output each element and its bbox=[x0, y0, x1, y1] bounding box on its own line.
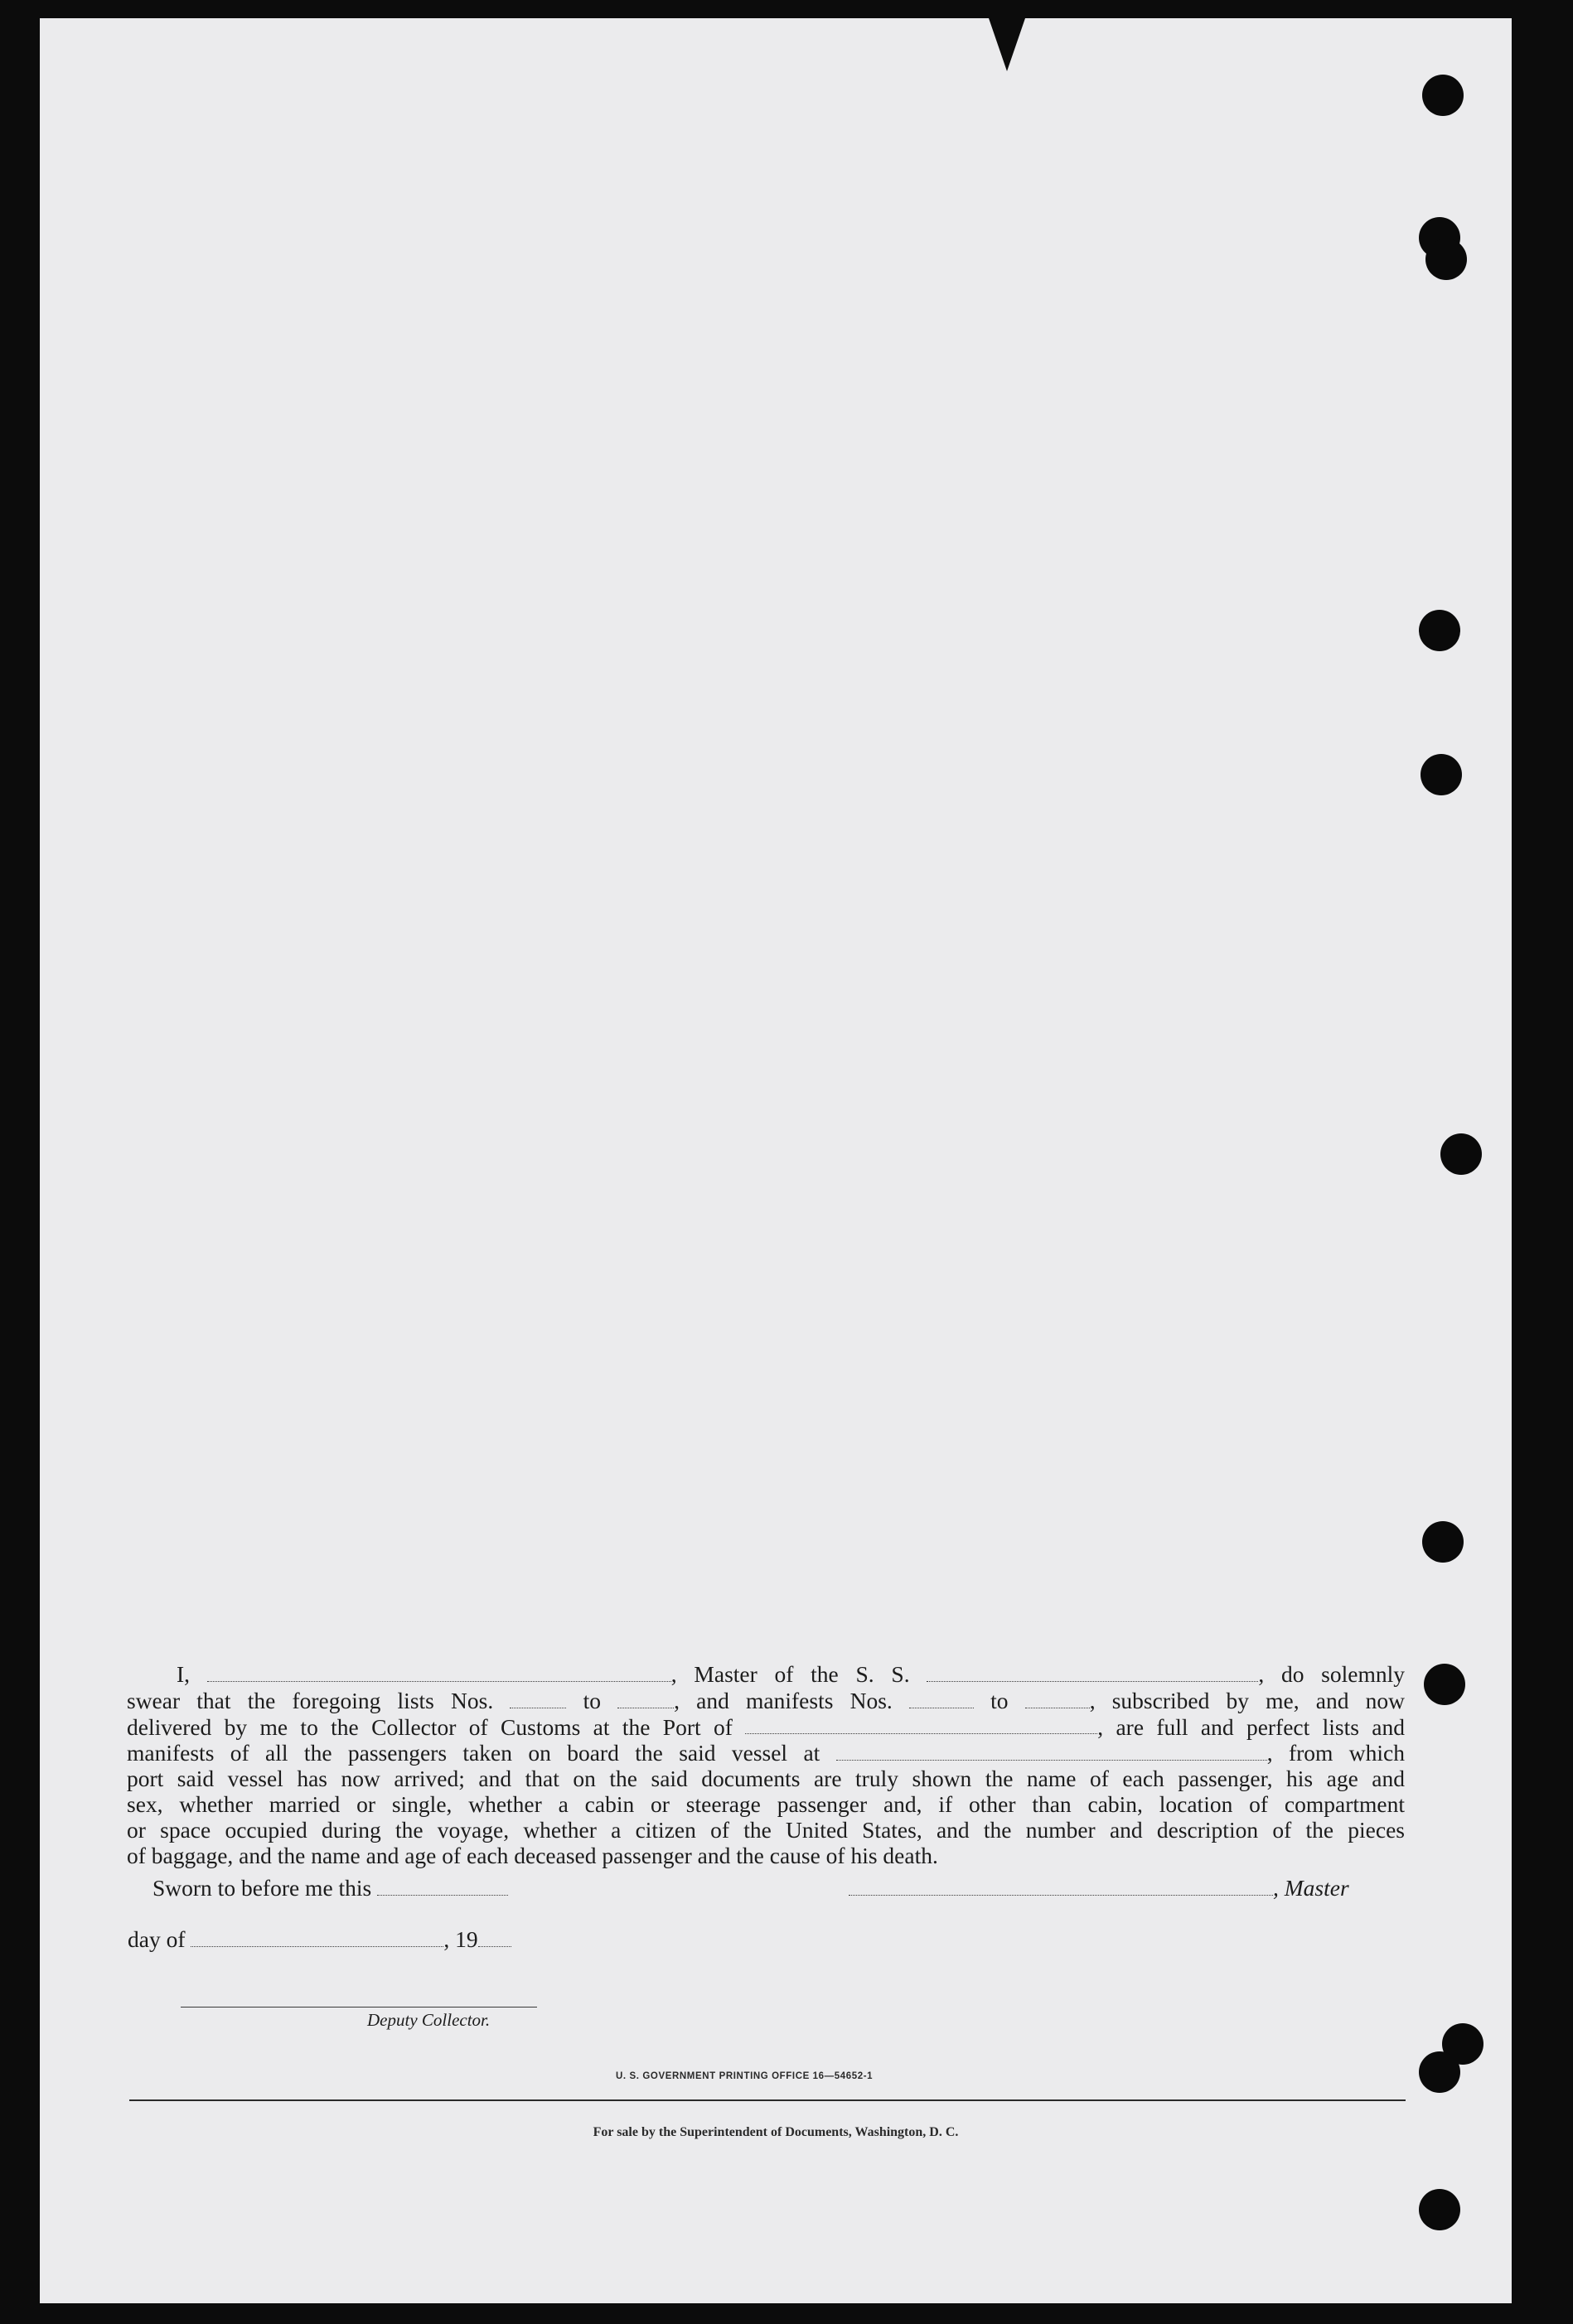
oath-line-6: sex, whether married or single, whether a cabin or steerage passenger and, if other than cabin, location of compartment bbox=[127, 1791, 1405, 1817]
master-oath-paragraph bbox=[127, 1660, 1405, 1868]
departure-port-blank[interactable] bbox=[836, 1739, 1267, 1761]
month-blank[interactable] bbox=[191, 1925, 443, 1947]
vessel-name-blank[interactable] bbox=[927, 1660, 1258, 1682]
for-sale-notice: For sale by the Superintendent of Documents, Washington, D. C. bbox=[593, 2125, 959, 2139]
oath-master-of-ss: , Master of the S. S. bbox=[670, 1660, 910, 1687]
manifest-form-back bbox=[40, 18, 1512, 2303]
binder-hole bbox=[1440, 1133, 1482, 1175]
master-label: , Master bbox=[1273, 1874, 1349, 1901]
lists-from-blank[interactable] bbox=[510, 1687, 566, 1708]
binder-hole bbox=[1419, 2051, 1460, 2093]
port-blank[interactable] bbox=[745, 1713, 1097, 1735]
manifests-from-blank[interactable] bbox=[909, 1687, 974, 1708]
binder-hole bbox=[1419, 610, 1460, 651]
oath-from-which: , from which bbox=[1266, 1740, 1405, 1766]
binder-hole bbox=[1422, 1521, 1464, 1563]
oath-full-perfect: , are full and perfect lists and bbox=[1097, 1713, 1405, 1740]
deputy-collector-signature-line[interactable] bbox=[181, 2007, 537, 2008]
oath-to-2: to bbox=[990, 1687, 1009, 1713]
oath-solemnly: , do solemnly bbox=[1258, 1660, 1406, 1687]
binder-hole bbox=[1424, 1664, 1465, 1705]
binder-hole bbox=[1422, 75, 1464, 116]
sworn-day-blank[interactable] bbox=[377, 1874, 508, 1896]
oath-delivered: delivered by me to the Collector of Customs at the Port of bbox=[127, 1713, 733, 1740]
binder-hole bbox=[1421, 754, 1462, 795]
master-name-blank[interactable] bbox=[207, 1660, 671, 1682]
sworn-row bbox=[152, 1874, 508, 1901]
manifests-to-blank[interactable] bbox=[1025, 1687, 1090, 1708]
oath-line-7: or space occupied during the voyage, whether a citizen of the United States, and the number and description of the pieces bbox=[127, 1817, 1405, 1843]
day-of-row bbox=[128, 1925, 511, 1953]
master-signature-blank[interactable] bbox=[849, 1874, 1273, 1896]
day-of-label: day of bbox=[128, 1925, 186, 1952]
bleed-through-top bbox=[239, 58, 703, 133]
binder-hole bbox=[1425, 239, 1467, 280]
lists-to-blank[interactable] bbox=[617, 1687, 674, 1708]
oath-subscribed: , subscribed by me, and now bbox=[1089, 1687, 1406, 1713]
oath-swear: swear that the foregoing lists Nos. bbox=[127, 1687, 494, 1713]
master-signature-row bbox=[849, 1874, 1349, 1901]
binder-hole bbox=[1419, 2189, 1460, 2230]
year-blank[interactable] bbox=[478, 1925, 511, 1947]
footer-rule bbox=[129, 2099, 1406, 2101]
oath-manifests-all: manifests of all the passengers taken on board the said vessel at bbox=[127, 1740, 820, 1766]
oath-line-8: of baggage, and the name and age of each deceased passenger and the cause of his death. bbox=[127, 1843, 938, 1868]
oath-i: I, bbox=[177, 1660, 191, 1687]
oath-line-5: port said vessel has now arrived; and that on the said documents are truly shown the name of each passenger, his age and bbox=[127, 1766, 1405, 1791]
oath-to-1: to bbox=[583, 1687, 601, 1713]
printing-office-imprint: U. S. GOVERNMENT PRINTING OFFICE 16—54652-1 bbox=[616, 2071, 874, 2081]
torn-edge bbox=[989, 18, 1025, 71]
deputy-collector-label: Deputy Collector. bbox=[367, 2010, 491, 2030]
sworn-label: Sworn to before me this bbox=[152, 1874, 372, 1901]
oath-manifests-nos: , and manifests Nos. bbox=[674, 1687, 893, 1713]
year-prefix: , 19 bbox=[443, 1925, 478, 1952]
